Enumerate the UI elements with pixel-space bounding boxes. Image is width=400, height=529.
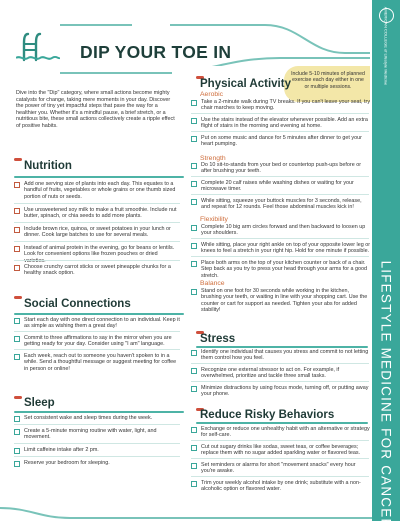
acl-logo [376,6,396,86]
item-divider [14,203,180,204]
nutrition-heading: Nutrition [24,160,72,172]
checkbox[interactable] [191,118,197,124]
page-title: DIP YOUR TOE IN [80,42,232,62]
item-divider [191,238,369,239]
item-divider [191,381,369,382]
checkbox[interactable] [191,225,197,231]
side-band-title: LIFESTYLE MEDICINE FOR CANCER [378,260,394,529]
checkbox[interactable] [191,243,197,249]
checkbox[interactable] [191,289,197,295]
item-divider [14,424,180,425]
section-rule [14,411,184,413]
section-rule [196,346,368,348]
item-divider [191,256,369,257]
flexibility-label: Flexibility [200,216,228,223]
section-accent [14,396,22,399]
item-divider [191,458,369,459]
aerobic-label: Aerobic [200,91,224,98]
item-divider [14,241,180,242]
item-divider [191,476,369,477]
header-deco-line [60,24,132,26]
callout-text: Include 5-10 minutes of planned exercise each day either in one or multiple sessions. [291,71,365,90]
item-divider [191,194,369,195]
balance-label: Balance [200,280,225,287]
strength-label: Strength [200,155,226,162]
checkbox[interactable] [191,163,197,169]
checkbox[interactable] [191,386,197,392]
section-accent [14,296,22,299]
checkbox[interactable] [191,368,197,374]
checkbox[interactable] [191,199,197,205]
intro-text: Dive into the "Dip" category, where small actions become mighty catalysts for change, taking mere moments in your day. Discover the power of tiny yet impactful steps that pave the way for a healthier you. Whether it's a mindful pause, a brief stretch, or a nutritious bite, these small actions collectively create a ripple effect of positive habits. [16,90,175,129]
checkbox[interactable] [191,100,197,106]
checkbox[interactable] [14,265,20,271]
section-rule [196,422,368,424]
item-divider [14,456,180,457]
pool-ladder-icon [16,30,60,64]
checkbox[interactable] [14,182,20,188]
sleep-heading: Sleep [24,397,55,409]
checkbox[interactable] [14,318,20,324]
checkbox[interactable] [191,261,197,267]
checkbox[interactable] [14,227,20,233]
checkbox[interactable] [14,354,20,360]
footer-deco-wave [0,498,372,521]
checkbox[interactable] [191,136,197,142]
checkbox[interactable] [14,416,20,422]
risky-heading: Reduce Risky Behaviors [200,409,335,421]
stress-heading: Stress [200,333,236,345]
checkbox[interactable] [14,336,20,342]
checkbox[interactable] [191,481,197,487]
header-deco-line [60,72,172,74]
checkbox[interactable] [191,427,197,433]
checkbox[interactable] [14,461,20,467]
item-divider [14,331,180,332]
item-divider [191,131,369,132]
exercise-callout [284,66,370,102]
item-divider [14,349,180,350]
item-divider [14,222,180,223]
item-divider [191,176,369,177]
checkbox[interactable] [191,463,197,469]
checkbox[interactable] [14,246,20,252]
checkbox[interactable] [14,448,20,454]
logo-text: AMERICAN COLLEGE of Lifestyle Medicine [383,6,389,86]
social-heading: Social Connections [24,298,131,310]
checkbox[interactable] [191,350,197,356]
item-divider [14,443,180,444]
checkbox[interactable] [14,429,20,435]
section-rule [14,176,184,178]
item-divider [191,440,369,441]
checkbox[interactable] [191,445,197,451]
physical-heading: Physical Activity [200,78,291,90]
section-accent [14,158,22,161]
checkbox[interactable] [191,181,197,187]
section-rule [14,313,184,315]
item-divider [191,113,369,114]
item-divider [191,363,369,364]
item-divider [14,260,180,261]
checkbox[interactable] [14,208,20,214]
